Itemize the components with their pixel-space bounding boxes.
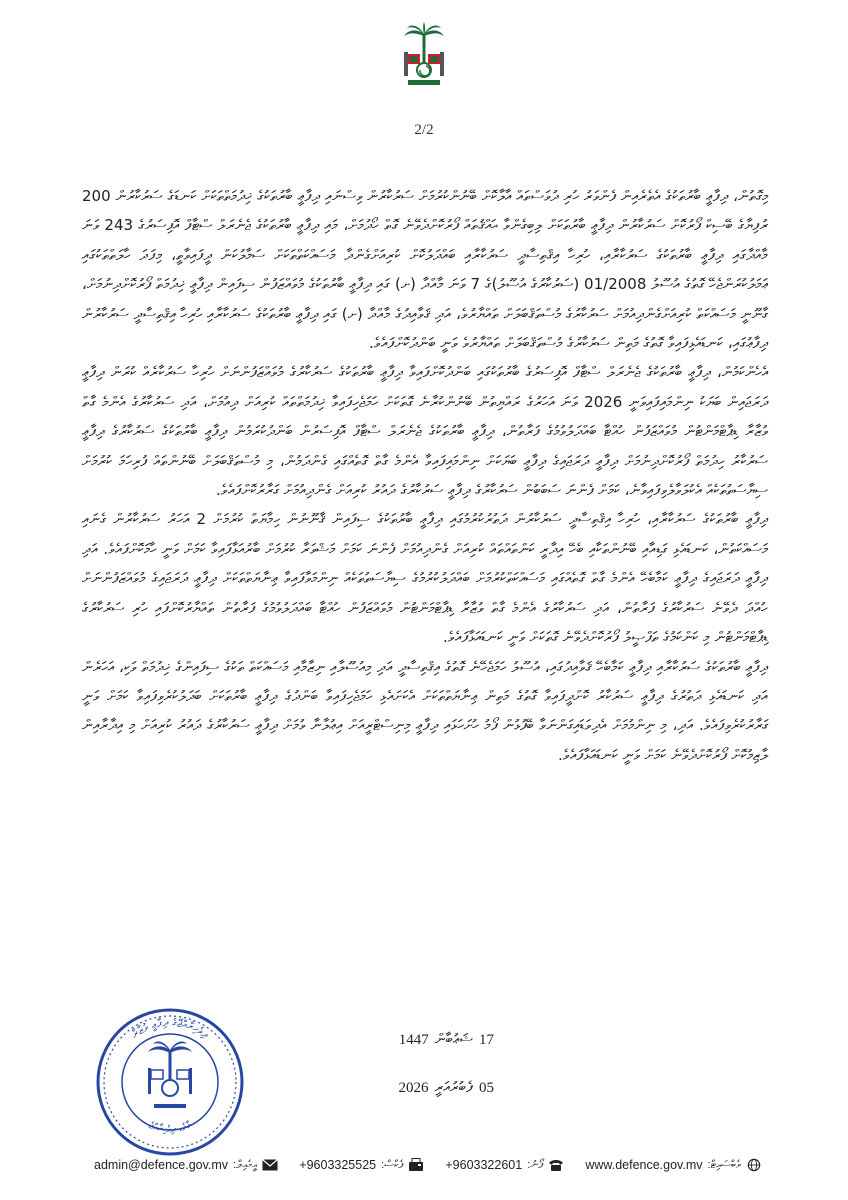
phone-value[interactable]: +9603322601 (445, 1158, 523, 1172)
globe-icon (746, 1158, 762, 1172)
footer-fax (299, 1158, 424, 1172)
fax-icon (408, 1158, 424, 1172)
envelope-icon (262, 1158, 278, 1172)
date-hijri (334, 1016, 494, 1064)
fax-label: ފެކްސް: (381, 1158, 404, 1171)
website-label: ވެބްސައިޓް: (707, 1158, 741, 1171)
date-gregorian-day: 05 (479, 1079, 494, 1096)
state-emblem-icon (398, 22, 450, 94)
footer-website (585, 1158, 762, 1172)
paragraph-2: އެހެންކަމުން، ދިފާޢީ ބާރުތަކުގެ ޖެނެރަލް ސްޓާފް އޮފިސަރުގެ ބާރުތަކުގައި ބަންދުކޮށްފައިވާ ދިފާޢީ ބާރުތަކުގެ ސަރުކާރުގެ މުވައްޒަފުންނަށް ހުރިހާ ސަރުކާރެއް ކުރަން ދިފާޢީ ދަރަޖައިން ބަޔަކު ނިންމައިފައިވަނީ 2026 ވަނަ އަހަރުގެ ރައްޔިތުން ބޭނުންކުރާނެ ގޮތަކަށް ހަމަޖެހިފައިވާ ޚިދުމަތްތައް ކުރިއަށް ދިއުމަށް، އަދި ސަރުކާރުގެ އެންމެ ގާތް ވުޒާރާ ޑިޕާޓްމަންޓުން މުވައްޒަފުން ހުއްޓާ ބައްދަލުވުމުގެ ފަރާތުން، ދިފާޢީ ބާރުތަކުގެ ޖެނެރަލް ސްޓާފް އޮފިސަރުން ބަންދުކުރަމުން ދިފާޢީ ބާރުތަކުގެ ސަރުކާރުގެ ދިފާޢީ ސަރުކާރު ހިދުމަތް ފޯރުކޮށްދިނުމަށް ދިފާޢީ ދަރަޖައިގެ ދިފާޢީ ބަޔަކަށް ނިންމައިފައިވާ އެންމެ ގާތް ގޮތެއްގައި ގެންދަމުން، މި މުސްތަޤްބަލަށް ބޭނުންތައް ފުރިހަމަ ކުރުމަށް ސިޔާސަތުތަކެއް އެކުލަވާލެވިފައިވާނެ، ކަމަށް ފެންނަ ސަބަބުން ސަރުކާރުގެ ދިފާޢީ ސަރުކާރުގެ ދައުރު ކުރިއަށް ގެންދިއުމަށް ގަރާރުކޮށްފައެވެ. (82, 363, 768, 500)
fax-value: +9603325525 (299, 1158, 377, 1172)
paragraph-4: ދިފާޢީ ބާރުތަކުގެ ސަރުކާރާއި ދިފާޢީ ކަމާބެހޭ ޤަވާއިދުގައި، އުސޫލު ހަމަޖެހޭނެ ގޮތުގެ އިޤްތިސާދީ އަދި މިއުސޫލާއި ނިޒާމާއި މަސައްކަތް ތަކުގެ ސިފައިންގެ ޚިދުމަތް ވަކި، އަހަރެން އަދި ކަނޑައެޅި ދަތުރުގެ ދިފާޢީ ސަރުކާރު ކޮށްދީފައިވާ ގޮތުގެ މަތިން ޢިނާޔަތްތަކަށް އެކަށައެޅި ހަމަޖެހިފައިވާ ބަންދުގެ ދިފާޢީ ބާރުތަކަށް ބަދަލުކުރެވިފައިވާ ކަމަށް ވަނީ ގަރާރުކުރެވިފައެވެ. އަދި، މި ނިންމުމަށް އެދިވަޑައިގަންނަވާ ބޭފުޅުން ފޯމު ހުށަހަޅައި ދިފާޢީ މިނިސްޓްރީއަށް އިޢުލާނާ ވުމަށް ދިފާޢީ ސަރުކާރުގެ ދައުރު ކުރިއަށް މި އިދާރާއިން ލާޒިމުކޮށް ފޯރުކޮށްދެވޭނެ ކަމަށް ވަނީ ކަނޑައަޅާފައެވެ. (82, 657, 768, 764)
telephone-icon (548, 1158, 564, 1172)
paragraph-3: ދިފާޢީ ބާރުތަކުގެ ސަރުކާރާއި، ހުރިހާ އިޤްތިސާދީ ސަރުކާރުން ދަތުރުކުރުމުގައި ދިފާޢީ ބާރުތަކުގެ ސިފައިން ޤާނޫނުން ހިމާޔަތް ކުރުމަށް 2 އަހަރު ސަރުކާރުން ގެނައި މަސައްކަތުން، ކަނޑައެޅި ގަޑިއާއި ބޭނުންތަކާއި ބެހޭ އިދާރީ ކަންތައްތައް ކުރިއަށް ގެންދިއުމަށް ފެންނަ ކަމަށް މަޝްވަރާ ކުރުމަށް ބާރުއަޅާފައިވާ ކަމަށް ވަނީ ހާމަކޮށްފައެވެ. އަދި ދިފާޢީ ދަރަޖައިގެ ދިފާޢީ ކަމާބެހޭ އެންމެ ގާތް ގޮތެއްގައި މަސައްކަތްކުރުމަށް ބައްދަލުކުރުމުގެ ސިޔާސަތުތަކެއް ނިންމަވާފައިވާ ޢިނާޔަތްތަކަށް ދިފާޢީ ދަރަޖައިގެ މުވައްޒަފުންނަށް ހުއްދަ ދެވޭނެ ސަރުކާރުގެ ފަރާތުން، އަދި ސަރުކާރުގެ އެންމެ ގާތް ވުޒާރާ ޑިޕާޓްމަންޓުން މުވައްޒަފުން ހުއްޓާ ބައްދަލުވުމުގެ ފަރާތުން ތައްޔާރުކޮށްފައި ހުރި ސަރުކާރުގެ ޑިޕާޓްމަންޓުން މި ކަންކަމުގެ ތަފްޞީލު ފޯރުކޮށްދެވޭނެ ގޮތަކަށް ވަނީ ކަނޑައަޅާފައެވެ. (82, 510, 768, 647)
footer-phone (445, 1158, 564, 1172)
official-seal-icon (94, 1006, 246, 1158)
page-number: 2/2 (414, 122, 434, 138)
phone-label: ފޯނު: (527, 1158, 544, 1171)
email-value[interactable]: admin@defence.gov.mv (94, 1158, 229, 1172)
footer-email (94, 1158, 278, 1172)
date-gregorian-month: ފެބުރުއަރީ (434, 1080, 473, 1096)
date-gregorian-year: 2026 (398, 1079, 429, 1096)
date-hijri-year: 1447 (398, 1031, 429, 1048)
date-hijri-day: 17 (479, 1031, 494, 1048)
paragraph-1: މިގޮތުން، ދިފާޢީ ބާރުތަކުގެ އެތެރެއިން ފެންވަރު ހުރި ދުވަސްތައް އާލާކޮށް ބޭނުންކުރުމަށް ސަރުކާރުން ވިސްނައި ދިފާޢީ ބާރުތަކުގެ ޚިދުމަތްތަކަށް ކަނޑަގެ ސަރުކާރުން 200 ރުފިޔާގެ ބޭސިކް ފޯރުކޮށް ސަރުކާރުން ދިފާޢީ ބާރުތަކަށް ލިބިގެންވާ ޙައްޤުތައް ފޯރުކޮށްދެވޭނެ ގޮތް ހޯދުމަށް، މައި ދިފާޢީ ބާރުތަކުގެ ޖެނެރަލް ސްޓާފް އޮފިސަރުގެ 243 ވަނަ މާއްދާގައި ދިފާޢީ ބާރުތަކުގެ ސަރުކާރާއި، ހުރިހާ އިޤްތިސާދީ ސަރުކާރާއި ބައްދަލުކޮށް ކުރިއަށްގެންދާ މަސައްކަތްތަކަށް ސަމާލުކަން ދީފައިވާތީ، މިފަދަ ހާލަތްތަކުގައި ޢަމަލުކުރަންޖެހޭ ގޮތުގެ އުސޫލު 01/2008 (ސަރުކާރުގެ އުސޫލު)ގެ 7 ވަނަ މާއްދާ (ށ) ގައި ދިފާޢީ ބާރުތަކުގެ މުވައްޒަފުން ސިފައިން ދިފާޢީ ޚިދުމަތް ފޯރުކޮށްދިނުމަށް، ގާނޫނީ މަސައްކަތް ކުރިއަށްގެންދިއުމަށް ސަރުކާރުގެ މުސްތަޤްބަލަށް ތައްޔާރުވެ، އަދި ޤަވާއިދުގެ މާއްދާ (ށ) ގައި ދިފާޢީ ބާރުތަކުގެ ސަރުކާރާއި ހުރިހާ އިޤްތިސާދީ ސަރުކާރުން ދިފާޢުގައި، ކަނޑައެޅިފައިވާ ގޮތުގެ މަތިން ސަރުކާރުގެ މުސްތަޤްބަލަށް ތައްޔާރުވެ ވަނީ ބަންދުކޮށްފައެވެ. (82, 187, 769, 353)
seal-text: ދިވެހިރާއްޖޭގެ ދިފާޢީ ވުޒާރާ (128, 1015, 212, 1041)
website-value[interactable]: www.defence.gov.mv (585, 1158, 703, 1172)
date-hijri-month: ޝަޢުބާން (434, 1032, 473, 1048)
date-gregorian (334, 1064, 494, 1112)
seal-bottom-text: މާލެ، ދިވެހިރާއްޖެ (146, 1120, 194, 1136)
date-block (334, 1016, 494, 1112)
letter-body (82, 182, 768, 770)
letter-footer (0, 1150, 848, 1180)
email-label: އީމެއިލް: (233, 1158, 258, 1171)
